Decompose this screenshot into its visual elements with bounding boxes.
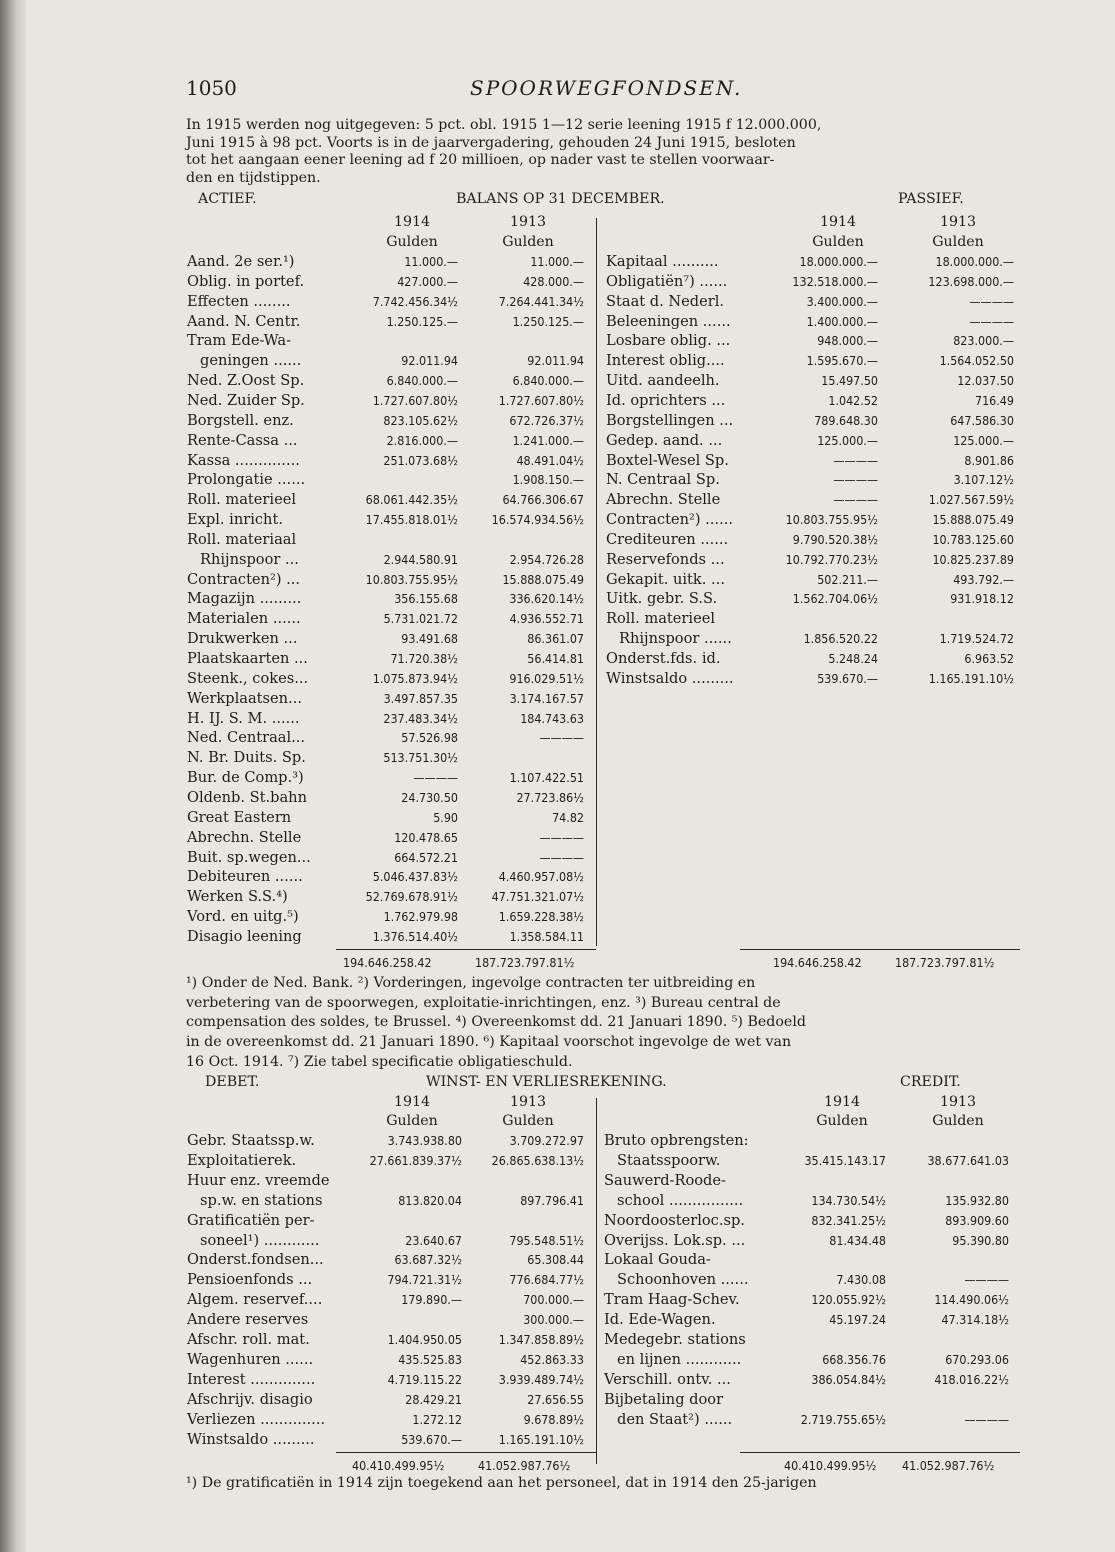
- balans-actief-unit-1914: Gulden: [386, 234, 438, 250]
- actief-row-value-1913: 1.908.150.—: [512, 472, 584, 488]
- actief-row-value-1914: 513.751.30½: [383, 750, 458, 766]
- passief-row-value-1913: 123.698.000.—: [928, 273, 1014, 289]
- passief-row-label: Gekapit. uitk. ...: [606, 570, 725, 588]
- passief-row-value-1913: 716.49: [975, 392, 1014, 408]
- running-title: SPOORWEGFONDSEN.: [470, 76, 743, 100]
- passief-row-label: N. Centraal Sp.: [606, 471, 720, 489]
- winst-debet-year-1914: 1914: [393, 1094, 431, 1110]
- credit-row-label: Bijbetaling door: [604, 1390, 724, 1408]
- passief-row-value-1914: 3.400.000.—: [806, 293, 878, 309]
- actief-row-value-1914: 1.250.125.—: [386, 313, 458, 329]
- actief-row-label: Borgstell. enz.: [187, 411, 294, 429]
- debet-row-label: Winstsaldo .........: [187, 1430, 315, 1448]
- actief-row-value-1913: 6.840.000.—: [512, 373, 584, 389]
- actief-row-label: Ned. Centraal...: [187, 729, 306, 747]
- passief-row-value-1913: ————: [969, 293, 1014, 309]
- actief-row-label: Materialen ......: [187, 610, 301, 628]
- actief-row-value-1913: 64.766.306.67: [502, 492, 584, 508]
- debet-row-value-1914: 813.820.04: [398, 1192, 462, 1208]
- actief-row-value-1913: 7.264.441.34½: [498, 293, 584, 309]
- passief-row-value-1913: ————: [969, 313, 1014, 329]
- actief-row-value-1914: 1.376.514.40½: [372, 928, 458, 944]
- footnote-line: verbetering van de spoorwegen, exploitatie-inrichtingen, enz. ³) Bureau central de: [186, 994, 781, 1011]
- debet-row-value-1914: 1.404.950.05: [387, 1332, 462, 1347]
- actief-row-value-1913: 1.727.607.80½: [498, 392, 584, 408]
- actief-row-value-1913: 1.659.228.38½: [498, 909, 584, 925]
- debet-row-label: soneel¹) ............: [200, 1231, 320, 1249]
- passief-row-value-1913: 493.792.—: [953, 571, 1014, 587]
- actief-row-value-1913: 3.174.167.57: [509, 690, 584, 706]
- debet-row-value-1913: 776.684.77½: [509, 1272, 584, 1288]
- credit-row-value-1913: 47.314.18½: [941, 1312, 1009, 1328]
- actief-row-value-1914: 7.742.456.34½: [372, 293, 458, 309]
- actief-row-value-1913: 1.250.125.—: [512, 313, 584, 329]
- balans-actief-total-rule: [336, 949, 596, 950]
- credit-row-value-1914: 832.341.25½: [811, 1212, 886, 1228]
- passief-row-label: Crediteuren ......: [606, 530, 729, 548]
- actief-row-value-1913: 336.620.14½: [509, 591, 584, 607]
- balans-passief-total-1914: 194.646.258.42: [773, 955, 862, 970]
- winst-debet-unit-1914: Gulden: [386, 1113, 438, 1129]
- debet-row-label: Pensioenfonds ...: [187, 1271, 313, 1289]
- winst-credit-total-1914: 40.410.499.95½: [784, 1458, 877, 1473]
- passief-row-label: Kapitaal ..........: [606, 253, 719, 270]
- credit-row-label: Medegebr. stations: [604, 1331, 746, 1348]
- debet-row-label: Gratificatiën per-: [187, 1211, 315, 1229]
- passief-row-value-1914: 1.400.000.—: [806, 313, 878, 329]
- debet-row-value-1913: 1.165.191.10½: [498, 1431, 584, 1447]
- debet-row-value-1913: 700.000.—: [523, 1292, 584, 1308]
- actief-row-value-1914: 10.803.755.95½: [365, 571, 458, 587]
- passief-row-value-1913: 3.107.12½: [953, 472, 1014, 488]
- debet-row-value-1913: 452.863.33: [520, 1351, 584, 1367]
- actief-row-value-1913: ————: [539, 849, 584, 865]
- passief-row-value-1913: 18.000.000.—: [935, 254, 1014, 269]
- passief-row-value-1914: 789.648.30: [814, 412, 878, 428]
- actief-row-value-1913: ————: [539, 829, 584, 845]
- actief-row-label: Aand. N. Centr.: [187, 312, 301, 330]
- actief-row-value-1914: 24.730.50: [401, 789, 458, 805]
- passief-row-value-1913: 125.000.—: [953, 432, 1014, 448]
- actief-row-value-1913: 4.460.957.08½: [498, 869, 584, 885]
- debet-row-value-1913: 3.709.272.97: [509, 1133, 584, 1148]
- credit-row-value-1914: 134.730.54½: [811, 1192, 886, 1208]
- passief-row-value-1913: 12.037.50: [957, 373, 1014, 389]
- actief-row-value-1914: 1.075.873.94½: [372, 670, 458, 686]
- actief-row-value-1913: 916.029.51½: [509, 670, 584, 686]
- intro-line: tot het aangaan eener leening ad f 20 millioen, op nader vast te stellen voorwaar-: [186, 152, 775, 168]
- actief-row-value-1914: 17.455.818.01½: [365, 512, 458, 528]
- passief-row-value-1914: ————: [833, 492, 878, 508]
- passief-row-value-1914: 1.595.670.—: [806, 353, 878, 369]
- credit-row-value-1914: 7.430.08: [836, 1272, 886, 1288]
- credit-row-value-1913: 95.390.80: [952, 1232, 1009, 1248]
- footnote-line: in de overeenkomst dd. 21 Januari 1890. ⁶) Kapitaal voorschot ingevolge de wet van: [186, 1034, 792, 1051]
- debet-row-label: Interest ..............: [187, 1370, 316, 1388]
- credit-row-label: Staatsspoorw.: [617, 1151, 721, 1169]
- winst-title: WINST- EN VERLIESREKENING.: [426, 1074, 667, 1090]
- credit-row-label: en lijnen ............: [617, 1350, 742, 1368]
- actief-row-value-1914: 57.526.98: [401, 730, 458, 746]
- balans-passief-heading: PASSIEF.: [898, 191, 964, 207]
- passief-row-value-1913: 15.888.075.49: [932, 512, 1014, 528]
- debet-row-value-1914: 4.719.115.22: [387, 1371, 462, 1387]
- actief-row-label: Plaatskaarten ...: [187, 650, 308, 667]
- actief-row-value-1913: 2.954.726.28: [509, 551, 584, 567]
- debet-row-value-1914: 794.721.31½: [387, 1272, 462, 1288]
- actief-row-value-1914: 11.000.—: [404, 254, 458, 269]
- debet-row-value-1913: 9.678.89½: [523, 1411, 584, 1427]
- winst-credit-unit-1913: Gulden: [932, 1113, 984, 1129]
- actief-row-label: Buit. sp.wegen...: [187, 848, 311, 866]
- winst-credit-year-1913: 1913: [939, 1094, 977, 1110]
- actief-row-label: Rente-Cassa ...: [187, 431, 298, 449]
- winst-credit-unit-1914: Gulden: [816, 1113, 868, 1129]
- actief-row-label: Oblig. in portef.: [187, 272, 305, 290]
- passief-row-label: Roll. materieel: [606, 610, 716, 628]
- actief-row-value-1913: ————: [539, 730, 584, 746]
- debet-row-value-1913: 897.796.41: [520, 1192, 584, 1208]
- balans-passief-total-1913: 187.723.797.81½: [895, 955, 995, 970]
- actief-row-label: Debiteuren ......: [187, 868, 303, 886]
- actief-row-label: Werkplaatsen...: [187, 689, 302, 707]
- debet-row-value-1913: 300.000.—: [523, 1312, 584, 1328]
- actief-row-label: Vord. en uitg.⁵): [187, 908, 299, 926]
- debet-row-value-1913: 27.656.55: [527, 1391, 584, 1407]
- actief-row-label: Prolongatie ......: [187, 471, 306, 489]
- winst-debet-total-1914: 40.410.499.95½: [352, 1458, 445, 1473]
- passief-row-label: Losbare oblig. ...: [606, 332, 731, 350]
- debet-row-value-1914: 23.640.67: [405, 1232, 462, 1248]
- footnote-line: ¹) Onder de Ned. Bank. ²) Vorderingen, ingevolge contracten ter uitbreiding en: [186, 975, 756, 991]
- actief-row-value-1913: 16.574.934.56½: [491, 512, 584, 528]
- actief-row-value-1914: 52.769.678.91½: [365, 889, 458, 905]
- actief-row-value-1914: 3.497.857.35: [383, 690, 458, 706]
- actief-row-value-1914: 1.762.979.98: [383, 909, 458, 925]
- intro-line: den en tijdstippen.: [186, 169, 321, 186]
- passief-row-label: Contracten²) ......: [606, 511, 733, 529]
- actief-row-value-1914: 71.720.38½: [390, 651, 458, 666]
- credit-row-value-1914: 668.356.76: [822, 1351, 886, 1367]
- actief-row-value-1913: 47.751.321.07½: [491, 889, 584, 905]
- actief-row-label: Kassa ..............: [187, 451, 300, 469]
- balans-passief-unit-1913: Gulden: [932, 234, 984, 250]
- passief-row-value-1914: 18.000.000.—: [799, 254, 878, 269]
- passief-row-label: Onderst.fds. id.: [606, 650, 721, 667]
- passief-row-value-1914: 948.000.—: [817, 333, 878, 349]
- actief-row-value-1914: ————: [413, 770, 458, 786]
- actief-row-value-1913: 86.361.07: [527, 631, 584, 647]
- debet-row-value-1914: 63.687.32½: [394, 1252, 462, 1268]
- balans-footnotes: [186, 974, 1018, 1073]
- passief-row-value-1913: 931.918.12: [950, 591, 1014, 607]
- debet-row-value-1914: 3.743.938.80: [387, 1133, 462, 1148]
- actief-row-value-1914: 251.073.68½: [383, 452, 458, 468]
- passief-row-value-1914: 10.792.770.23½: [785, 551, 878, 567]
- actief-row-value-1914: 2.816.000.—: [386, 432, 458, 448]
- passief-row-label: Staat d. Nederl.: [606, 292, 725, 310]
- passief-row-value-1913: 647.586.30: [950, 412, 1014, 428]
- passief-row-value-1914: 502.211.—: [817, 571, 878, 587]
- actief-row-label: Disagio leening: [187, 927, 302, 945]
- actief-row-label: N. Br. Duits. Sp.: [187, 749, 306, 767]
- actief-row-value-1913: 11.000.—: [530, 254, 584, 269]
- debet-row-value-1913: 3.939.489.74½: [498, 1371, 584, 1387]
- credit-row-label: Bruto opbrengsten:: [604, 1132, 749, 1149]
- credit-row-label: Lokaal Gouda-: [604, 1251, 711, 1269]
- credit-row-value-1914: 120.055.92½: [811, 1292, 886, 1308]
- winst-debet-unit-1913: Gulden: [502, 1113, 554, 1129]
- winst-debet-total-rule: [336, 1452, 596, 1453]
- actief-row-value-1914: 120.478.65: [394, 829, 458, 845]
- actief-row-label: Tram Ede-Wa-: [187, 332, 292, 350]
- debet-row-value-1914: 179.890.—: [401, 1292, 462, 1308]
- credit-row-label: Tram Haag-Schev.: [604, 1291, 740, 1309]
- balans-actief-year-1913: 1913: [509, 214, 547, 230]
- passief-row-value-1914: 15.497.50: [821, 373, 878, 389]
- passief-row-label: Obligatiën⁷) ......: [606, 272, 728, 290]
- actief-row-value-1913: 1.358.584.11: [509, 928, 584, 944]
- credit-row-value-1913: 114.490.06½: [934, 1292, 1009, 1308]
- actief-row-value-1913: 428.000.—: [523, 273, 584, 289]
- balans-actief-total-1913: 187.723.797.81½: [475, 955, 575, 970]
- credit-row-value-1914: 386.054.84½: [811, 1371, 886, 1387]
- passief-row-value-1913: 8.901.86: [964, 452, 1014, 468]
- actief-row-label: Aand. 2e ser.¹): [187, 253, 295, 270]
- winst-debet-year-1913: 1913: [509, 1094, 547, 1110]
- passief-row-value-1913: 1.719.524.72: [939, 631, 1014, 647]
- passief-row-value-1914: 125.000.—: [817, 432, 878, 448]
- passief-row-value-1914: 10.803.755.95½: [785, 512, 878, 528]
- credit-row-value-1913: 670.293.06: [945, 1351, 1009, 1367]
- passief-row-value-1913: 1.027.567.59½: [928, 492, 1014, 508]
- passief-row-value-1914: 539.670.—: [817, 670, 878, 686]
- actief-row-label: Werken S.S.⁴): [187, 888, 288, 906]
- passief-row-value-1914: 1.562.704.06½: [792, 591, 878, 607]
- actief-row-label: Rhijnspoor ...: [200, 550, 299, 568]
- credit-row-value-1914: 35.415.143.17: [804, 1152, 886, 1168]
- winst-credit-total-1913: 41.052.987.76½: [902, 1458, 995, 1473]
- actief-row-label: Ned. Zuider Sp.: [187, 391, 305, 409]
- passief-row-value-1913: 10.783.125.60: [932, 531, 1014, 547]
- balans-title: BALANS OP 31 DECEMBER.: [456, 191, 665, 207]
- actief-row-value-1914: 427.000.—: [397, 273, 458, 289]
- credit-row-label: Schoonhoven ......: [617, 1271, 749, 1289]
- passief-row-value-1913: 1.564.052.50: [939, 353, 1014, 369]
- passief-row-label: Interest oblig....: [606, 352, 725, 370]
- passief-row-label: Abrechn. Stelle: [606, 491, 721, 509]
- actief-row-label: geningen ......: [200, 352, 302, 370]
- debet-row-label: Verliezen ..............: [187, 1410, 326, 1428]
- passief-row-value-1914: ————: [833, 472, 878, 488]
- balans-passief-year-1914: 1914: [819, 214, 857, 230]
- actief-row-value-1914: 823.105.62½: [383, 412, 458, 428]
- actief-row-label: Great Eastern: [187, 808, 292, 826]
- passief-row-label: Id. oprichters ...: [606, 391, 726, 409]
- passief-row-label: Borgstellingen ...: [606, 411, 734, 429]
- balans-divider: [596, 218, 597, 946]
- debet-row-value-1914: 1.272.12: [412, 1411, 462, 1427]
- passief-row-label: Beleeningen ......: [606, 312, 731, 330]
- debet-row-label: Afschr. roll. mat.: [187, 1331, 310, 1348]
- credit-row-value-1913: ————: [964, 1411, 1009, 1427]
- actief-row-value-1913: 1.241.000.—: [512, 432, 584, 448]
- debet-row-label: Gebr. Staatssp.w.: [187, 1132, 315, 1149]
- debet-row-value-1913: 1.347.858.89½: [498, 1332, 584, 1347]
- intro-line: In 1915 werden nog uitgegeven: 5 pct. obl. 1915 1—12 serie leening 1915 f 12.000.000,: [186, 117, 822, 133]
- debet-row-value-1914: 539.670.—: [401, 1431, 462, 1447]
- credit-row-value-1914: 81.434.48: [829, 1232, 886, 1248]
- passief-row-label: Rhijnspoor ......: [619, 630, 732, 648]
- debet-row-label: Huur enz. vreemde: [187, 1171, 330, 1189]
- passief-row-value-1913: 10.825.237.89: [932, 551, 1014, 567]
- credit-row-label: Noordoosterloc.sp.: [604, 1211, 745, 1229]
- credit-row-label: Verschill. ontv. ...: [604, 1370, 731, 1388]
- actief-row-value-1914: 1.727.607.80½: [372, 392, 458, 408]
- actief-row-value-1914: 664.572.21: [394, 849, 458, 865]
- credit-row-value-1913: 38.677.641.03: [927, 1152, 1009, 1168]
- debet-row-label: sp.w. en stations: [200, 1191, 323, 1209]
- credit-row-value-1913: 135.932.80: [945, 1192, 1009, 1208]
- final-footnote: ¹) De gratificatiën in 1914 zijn toegekend aan het personeel, dat in 1914 den 25-jarigen: [186, 1475, 817, 1491]
- credit-row-label: Overijss. Lok.sp. ...: [604, 1231, 746, 1249]
- footnote-line: compensation des soldes, te Brussel. ⁴) Overeenkomst dd. 21 Januari 1890. ⁵) Bedoeld: [186, 1014, 806, 1031]
- intro-paragraph: [186, 117, 1018, 187]
- balans-passief-unit-1914: Gulden: [812, 234, 864, 250]
- actief-row-value-1914: 5.90: [433, 809, 458, 825]
- actief-row-value-1913: 1.107.422.51: [509, 770, 584, 786]
- credit-row-value-1914: 45.197.24: [829, 1312, 886, 1328]
- balans-actief-unit-1913: Gulden: [502, 234, 554, 250]
- debet-row-value-1914: 435.525.83: [398, 1351, 462, 1367]
- actief-row-value-1914: 5.731.021.72: [383, 611, 458, 627]
- credit-row-value-1913: 893.909.60: [945, 1212, 1009, 1228]
- debet-row-label: Wagenhuren ......: [187, 1350, 314, 1368]
- debet-row-label: Andere reserves: [187, 1311, 309, 1329]
- actief-row-value-1914: 237.483.34½: [383, 710, 458, 726]
- passief-row-value-1914: 1.042.52: [828, 392, 878, 408]
- winst-debet-heading: DEBET.: [205, 1074, 260, 1090]
- debet-row-value-1913: 65.308.44: [527, 1252, 584, 1268]
- actief-row-label: Drukwerken ...: [187, 630, 298, 648]
- intro-line: Juni 1915 à 98 pct. Voorts is in de jaarvergadering, gehouden 24 Juni 1915, besloten: [186, 134, 796, 151]
- passief-row-label: Boxtel-Wesel Sp.: [606, 451, 729, 469]
- passief-row-value-1914: 5.248.24: [828, 651, 878, 666]
- actief-row-label: Steenk., cokes...: [187, 669, 309, 687]
- credit-row-value-1914: 2.719.755.65½: [800, 1411, 886, 1427]
- passief-row-value-1914: ————: [833, 452, 878, 468]
- actief-row-value-1914: 92.011.94: [401, 353, 458, 369]
- passief-row-value-1913: 823.000.—: [953, 333, 1014, 349]
- credit-row-label: Sauwerd-Roode-: [604, 1171, 726, 1189]
- balans-passief-total-rule: [740, 949, 1020, 950]
- winst-debet-total-1913: 41.052.987.76½: [478, 1458, 571, 1473]
- actief-row-value-1913: 672.726.37½: [509, 412, 584, 428]
- passief-row-label: Uitd. aandeelh.: [606, 372, 720, 390]
- debet-row-label: Afschrijv. disagio: [187, 1390, 313, 1408]
- debet-row-label: Onderst.fondsen...: [187, 1251, 324, 1269]
- actief-row-value-1913: 15.888.075.49: [502, 571, 584, 587]
- actief-row-value-1914: 68.061.442.35½: [365, 492, 458, 508]
- credit-row-value-1913: ————: [964, 1272, 1009, 1288]
- passief-row-label: Winstsaldo .........: [606, 669, 734, 687]
- debet-row-value-1913: 26.865.638.13½: [491, 1152, 584, 1168]
- passief-row-label: Gedep. aand. ...: [606, 431, 723, 449]
- passief-row-value-1914: 1.856.520.22: [803, 631, 878, 647]
- debet-row-value-1913: 795.548.51½: [509, 1232, 584, 1248]
- actief-row-label: Roll. materiaal: [187, 530, 297, 548]
- passief-row-value-1913: 1.165.191.10½: [928, 670, 1014, 686]
- passief-row-value-1914: 132.518.000.—: [792, 273, 878, 289]
- passief-row-value-1914: 9.790.520.38½: [792, 531, 878, 547]
- actief-row-value-1914: 6.840.000.—: [386, 373, 458, 389]
- actief-row-value-1914: 5.046.437.83½: [372, 869, 458, 885]
- actief-row-value-1914: 356.155.68: [394, 591, 458, 607]
- actief-row-label: Bur. de Comp.³): [187, 769, 304, 787]
- balans-actief-heading: ACTIEF.: [198, 191, 257, 207]
- balans-actief-year-1914: 1914: [393, 214, 431, 230]
- debet-row-label: Algem. reservef....: [187, 1291, 323, 1309]
- actief-row-label: H. IJ. S. M. ......: [187, 709, 300, 727]
- passief-row-value-1913: 6.963.52: [964, 651, 1014, 666]
- actief-row-value-1913: 27.723.86½: [516, 789, 584, 805]
- passief-row-label: Uitk. gebr. S.S.: [606, 590, 718, 608]
- credit-row-label: school ................: [617, 1191, 744, 1209]
- credit-row-label: den Staat²) ......: [617, 1410, 733, 1428]
- actief-row-value-1913: 4.936.552.71: [509, 611, 584, 627]
- actief-row-label: Expl. inricht.: [187, 511, 283, 529]
- winst-credit-total-rule: [740, 1452, 1020, 1453]
- actief-row-value-1913: 56.414.81: [527, 651, 584, 666]
- credit-row-label: Id. Ede-Wagen.: [604, 1311, 716, 1329]
- actief-row-label: Contracten²) ...: [187, 570, 301, 588]
- winst-credit-heading: CREDIT.: [900, 1074, 961, 1090]
- balans-passief-year-1913: 1913: [939, 214, 977, 230]
- actief-row-value-1914: 2.944.580.91: [383, 551, 458, 567]
- footnote-line: 16 Oct. 1914. ⁷) Zie tabel specificatie obligatieschuld.: [186, 1053, 573, 1070]
- passief-row-label: Reservefonds ...: [606, 550, 725, 568]
- winst-divider: [596, 1098, 597, 1464]
- actief-row-value-1913: 74.82: [552, 809, 584, 825]
- actief-row-value-1913: 48.491.04½: [516, 452, 584, 468]
- actief-row-label: Roll. materieel: [187, 491, 297, 509]
- winst-credit-year-1914: 1914: [823, 1094, 861, 1110]
- balans-actief-total-1914: 194.646.258.42: [343, 955, 432, 970]
- actief-row-label: Oldenb. St.bahn: [187, 788, 307, 806]
- actief-row-value-1913: 92.011.94: [527, 353, 584, 369]
- page-number: 1050: [186, 76, 237, 100]
- actief-row-label: Ned. Z.Oost Sp.: [187, 372, 305, 390]
- debet-row-label: Exploitatierek.: [187, 1151, 297, 1169]
- debet-row-value-1914: 28.429.21: [405, 1391, 462, 1407]
- actief-row-value-1913: 184.743.63: [520, 710, 584, 726]
- actief-row-label: Magazijn .........: [187, 590, 302, 608]
- actief-row-label: Effecten ........: [187, 292, 291, 310]
- credit-row-value-1913: 418.016.22½: [934, 1371, 1009, 1387]
- debet-row-value-1914: 27.661.839.37½: [369, 1152, 462, 1168]
- actief-row-label: Abrechn. Stelle: [187, 828, 302, 846]
- actief-row-value-1914: 93.491.68: [401, 631, 458, 647]
